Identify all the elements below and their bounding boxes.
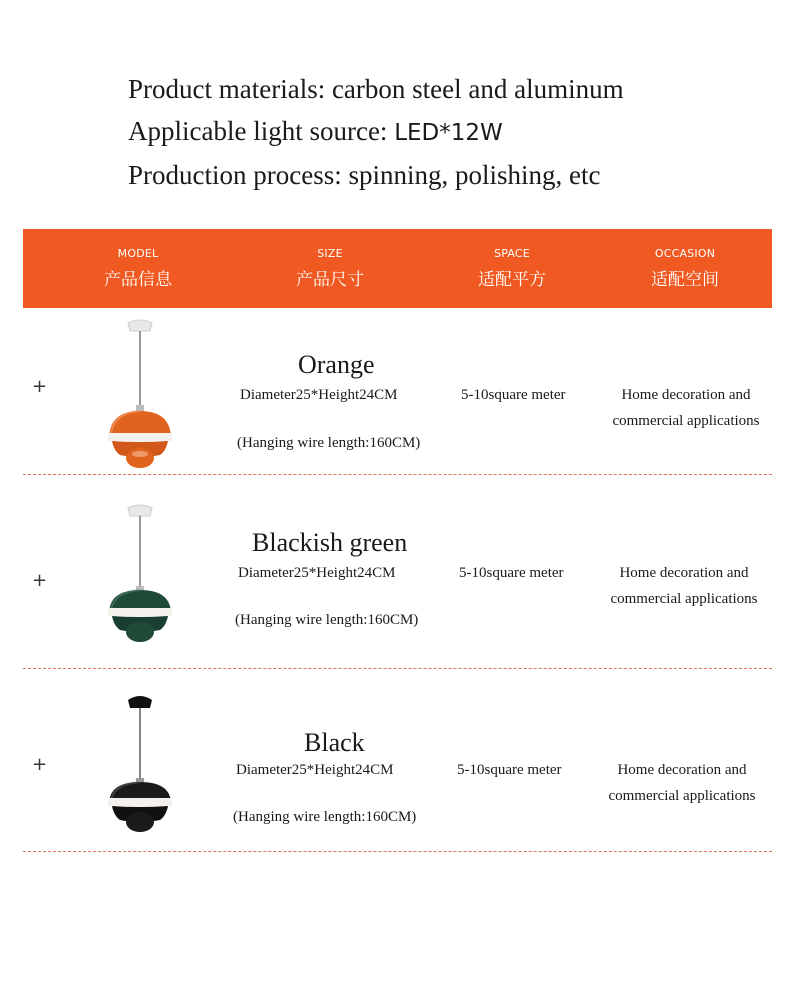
header-occasion [605,247,765,290]
row-divider [23,668,772,669]
header-occasion-zh: 适配空间 [651,270,719,290]
product-wire-length: (Hanging wire length:160CM) [237,435,421,451]
header-model-en: MODEL [117,247,159,260]
occasion-line-1: Home decoration and [617,762,747,778]
product-row-blackish-green [0,488,790,668]
header-size [250,247,410,290]
pendant-lamp-black [100,690,180,850]
spec-light-source-value: LED*12W [394,120,503,146]
row-divider [23,851,772,852]
spec-materials: Product materials: carbon steel and aluminum [128,74,624,104]
header-space-zh: 适配平方 [478,270,546,290]
product-wire-length: (Hanging wire length:160CM) [233,809,417,825]
product-occasion [596,382,776,434]
product-row-orange [0,310,790,490]
product-row-black [0,686,790,866]
product-name: Black [304,728,365,757]
header-model [58,247,218,290]
occasion-line-2: commercial applications [612,413,760,429]
product-occasion [592,757,772,809]
pendant-lamp-blackish-green [100,500,180,660]
product-space: 5-10square meter [459,565,564,581]
product-dimensions: Diameter25*Height24CM [236,762,394,778]
product-space: 5-10square meter [461,387,566,403]
expand-icon[interactable]: + [32,376,48,397]
occasion-line-2: commercial applications [608,788,756,804]
occasion-line-1: Home decoration and [621,387,751,403]
product-dimensions: Diameter25*Height24CM [240,387,398,403]
occasion-line-2: commercial applications [610,591,758,607]
header-space [432,247,592,290]
row-divider [23,474,772,475]
expand-icon[interactable]: + [32,754,48,775]
product-name: Orange [298,350,375,379]
spec-light-source [128,110,624,154]
pendant-lamp-orange [100,315,180,475]
product-dimensions: Diameter25*Height24CM [238,565,396,581]
header-occasion-en: OCCASION [654,247,716,260]
table-header [23,229,772,308]
header-size-zh: 产品尺寸 [296,270,364,290]
spec-light-source-label: Applicable light source: [128,116,395,146]
product-wire-length: (Hanging wire length:160CM) [235,612,419,628]
specifications [128,68,624,196]
product-name: Blackish green [252,528,408,557]
product-space: 5-10square meter [457,762,562,778]
product-occasion [594,560,774,612]
header-space-en: SPACE [494,247,530,260]
header-model-zh: 产品信息 [104,270,172,290]
header-size-en: SIZE [317,247,343,260]
expand-icon[interactable]: + [32,570,48,591]
spec-process: Production process: spinning, polishing, etc [128,160,601,190]
occasion-line-1: Home decoration and [619,565,749,581]
